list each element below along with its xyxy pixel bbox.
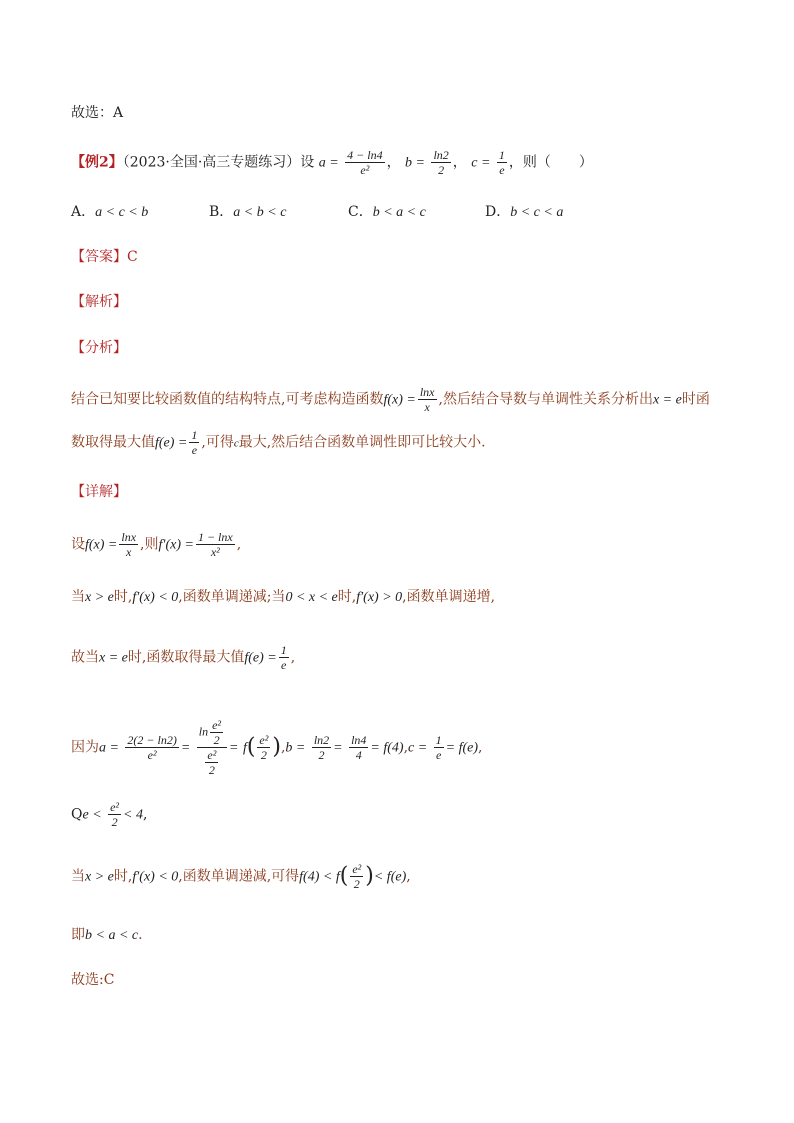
detail-line-4: 因为a = $\frac{2(2 - \ln 2)}{\text{e²}}$ = ln $\frac{\text{e²}}{2}$ $\frac{\text{e²}}{2}$ = f( $\frac{\text{e²}}{2}$ ),b = $\frac{\ln 2}{2}$ = $\frac{\ln 4}{4}$ = f(4),c = $\frac{1}{e}$ = f(e), [71,718,483,777]
equals: = [180,740,191,756]
paren-open: ( [339,863,349,889]
text: 结合已知要比较函数值的结构特点,可考虑构造函数 [71,391,384,408]
choices-row [71,202,631,222]
math-a-eq: a = [318,155,339,171]
fraction-1-e [434,733,444,762]
text: ,函数单调递减,可得 [178,868,300,885]
xiangjie-heading [71,482,127,502]
text: 设 [71,536,85,553]
equals: = [229,740,239,756]
text: 最大,然后结合函数单调性即可比较大小. [238,434,486,451]
numerator: ln2 [313,733,330,747]
denominator: e [191,443,198,457]
fraction-1-e [279,643,289,672]
text: , [236,536,242,553]
numerator: 1 [498,148,505,162]
equals: = [333,740,343,756]
math: f′(x) < 0 [132,869,179,885]
text: 故当 [71,649,99,666]
denominator: 2 [318,748,325,762]
numerator: 2(2 − ln2) [127,733,177,747]
math: f(4) < f [299,869,340,885]
choice-expr: a < b < c [233,205,287,220]
numerator: e² [259,733,269,747]
choice-d [485,202,563,223]
math: f′(x) > 0 [356,590,403,605]
fraction-c [497,148,507,177]
math: b < a < c [85,928,139,943]
because-symbol: Q [71,806,83,823]
numerator: 1 [280,643,287,657]
text: 设 [300,154,315,171]
text: 时, [337,589,357,605]
denominator: 2 [208,763,215,777]
math-c-eq: c = [471,155,491,171]
text: 时, [113,589,133,605]
denominator: e² [360,163,370,177]
math: 0 < x < e [285,590,338,605]
heading-text: 【分析】 [71,340,127,356]
detail-line-3 [71,643,295,672]
fraction-lnx-x [418,385,437,414]
fraction-a-expanded [125,733,178,762]
choice-label: A． [71,204,96,220]
text: 数取得最大值 [71,434,155,451]
math: e < [82,807,102,823]
choice-label: C． [348,204,373,220]
fraction-ln4-4 [349,733,368,762]
fraction-1-e [189,428,199,457]
choice-a [71,202,148,223]
denominator: e² [147,748,157,762]
detail-line-5: Qe < $\frac{\text{e²}}{2}$ < 4, [71,800,148,829]
detail-line-6: 当x > e时,f′(x) < 0,函数单调递减,可得f(4) < f( $\frac{\text{e²}}{2}$ )< f(e), [71,862,411,891]
denominator: 2 [213,733,220,747]
numerator: 1 [435,733,442,747]
numerator: lnx [121,530,137,544]
text: 当 [71,868,85,885]
detail-line-8 [71,970,114,990]
math: x > e [85,869,114,885]
choice-expr: b < c < a [510,205,564,220]
numerator: lnx [419,385,435,399]
denominator: e [435,748,442,762]
numerator: e² [212,718,222,732]
example-source: （2023·全国·高三专题练习） [122,154,301,171]
detail-line-7: 即b < a < c. [71,927,143,943]
paren-close: ) [272,734,281,760]
fraction-a [345,148,384,177]
text: ，则（ ） [508,154,593,171]
f: f [242,740,247,756]
denominator: 4 [355,748,362,762]
example-question: 【例2】（2023·全国·高三专题练习）设 a = $\frac{4 - \ln 4}{\text{e²}}$ ， b = $\frac{\ln 2}{2}$ ， c = $\frac{1}{e}$ ，则（ ） [71,148,593,177]
answer-line [71,247,138,267]
denominator: 2 [111,815,118,829]
math-xe: x = e [652,392,682,408]
jiexi-heading [71,292,127,312]
inner-frac [205,748,218,777]
choice-label: B． [209,204,234,220]
denominator: 2 [260,748,267,762]
denominator [201,748,222,777]
heading-text: 【解析】 [71,294,127,310]
math-fpx: f′(x) = [158,537,194,553]
math: x > e [85,590,114,605]
text: ,函数单调递增, [402,589,496,605]
text: 即 [71,927,85,943]
fraction-e2-2 [108,800,121,829]
math: = f(4) [370,740,404,756]
numerator: ln4 [351,733,367,747]
text: 因为 [71,739,99,756]
math: = f(e) [445,740,479,756]
math-fx: f(x) = [383,392,416,408]
text: 时, [113,868,133,885]
fraction-e2-2 [350,862,363,891]
math-fe: f(e) = [155,435,188,451]
denominator: e [281,658,287,672]
answer-tag: 【答案】 [71,249,127,265]
text: 当 [71,589,85,605]
math-c: c [233,437,239,450]
math: a = [99,740,119,756]
math: < 4 [123,807,143,823]
answer-value: C [127,249,138,265]
math-fe: f(e) = [244,650,277,666]
denominator: 2 [353,877,360,891]
fenxi-line-1 [71,385,710,414]
math: b = [285,740,306,756]
text: 故选:C [71,972,115,988]
choice-c [348,202,426,223]
denominator: e [499,163,505,177]
example-tag: 【例2】 [71,154,123,171]
text: ,可得 [201,434,234,451]
text: 时,函数取得最大值 [127,649,245,666]
math: x = e [99,650,128,666]
detail-line-1 [71,530,241,559]
ln: ln [198,724,209,739]
numerator: 4 − ln4 [347,148,383,162]
detail-line-2 [71,587,495,608]
numerator: e² [110,800,120,814]
math-fx: f(x) = [85,537,118,553]
inner-frac [210,718,223,747]
numerator: 1 [191,428,198,442]
fenxi-heading [71,338,127,358]
paren-open: ( [246,734,256,760]
fraction-b [431,148,450,177]
denominator: x [424,400,430,414]
math: < f(e) [373,869,407,885]
choice-label: D． [485,204,511,220]
line-conclusion-prev [71,103,123,123]
numerator: 1 − lnx [197,530,233,544]
math-b-eq: b = [405,155,425,171]
math: c = [408,740,428,756]
denominator: x [126,545,132,559]
math: f′(x) < 0 [132,590,179,605]
choice-expr: b < a < c [372,205,426,220]
fraction-lnx-x [119,530,138,559]
fraction-derivative [196,530,235,559]
text: 时函 [681,391,710,408]
numerator: ln2 [433,148,449,162]
heading-text: 【详解】 [71,484,127,500]
numerator: e² [207,748,217,762]
numerator: e² [352,862,362,876]
text: , [290,649,296,666]
text: ,则 [140,536,159,553]
denominator: x² [210,545,220,559]
text: 故选：A [71,105,124,121]
fenxi-line-2 [71,428,486,457]
text: ,然后结合导数与单调性关系分析出 [438,391,653,408]
text: ,函数单调递减;当 [178,589,286,605]
choice-expr: a < c < b [95,205,149,220]
paren-close: ) [365,863,374,889]
fraction-ln2-2 [312,733,331,762]
denominator: 2 [438,163,445,177]
numerator [197,718,227,748]
choice-b [209,202,286,223]
fraction-e2-2 [257,733,270,762]
fraction-ln-e2-over-2 [197,718,227,777]
